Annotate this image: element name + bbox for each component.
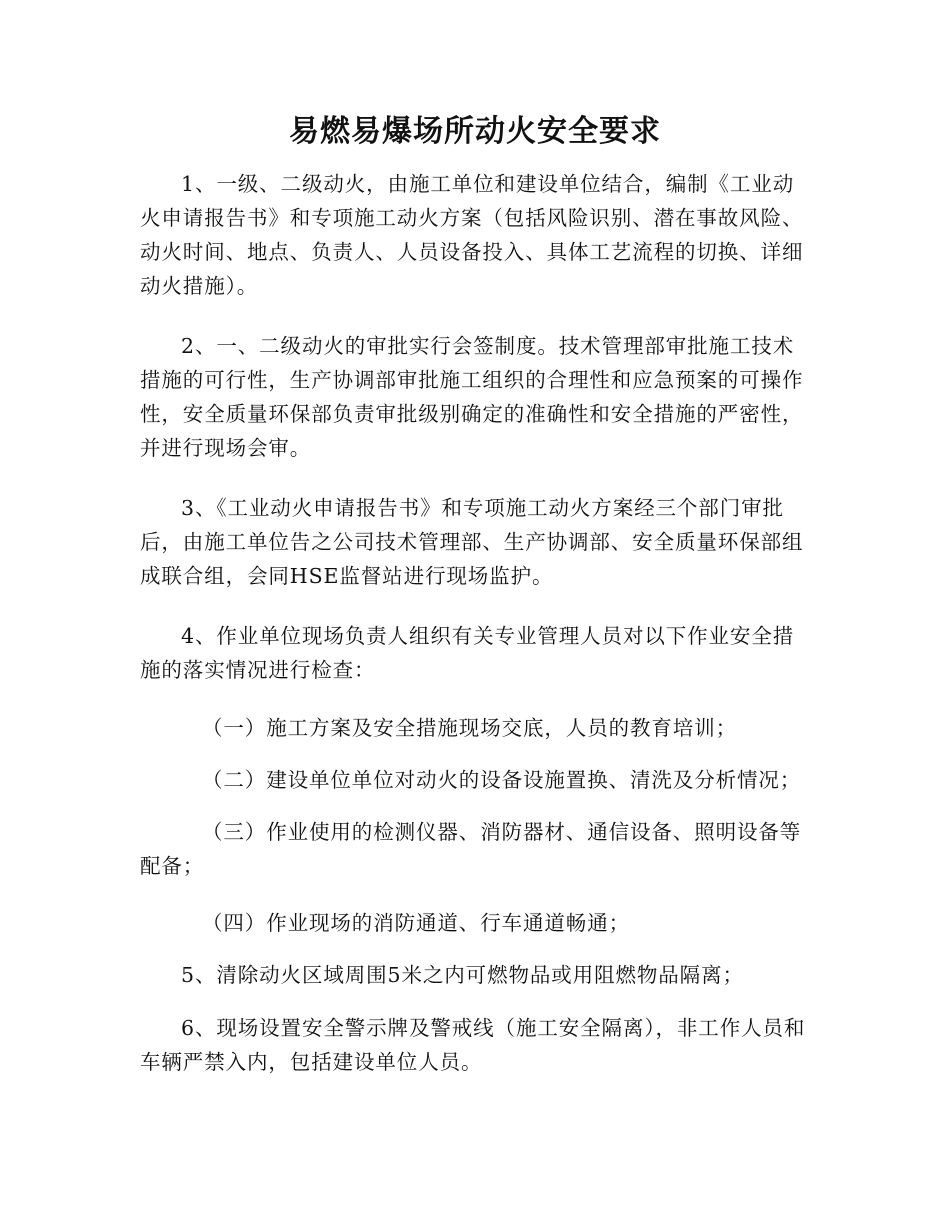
- sub-item-1: （一）施工方案及安全措施现场交底，人员的教育培训；: [202, 716, 737, 740]
- paragraph-5: 5、清除动火区域周围5米之内可燃物品或用阻燃物品隔离；: [181, 963, 744, 987]
- paragraph-6: 6、现场设置安全警示牌及警戒线（施工安全隔离），非工作人员和车辆严禁入内，包括建设单位人员。: [140, 1016, 806, 1074]
- sub-item-3: （三）作业使用的检测仪器、消防器材、通信设备、照明设备等配备；: [140, 820, 802, 878]
- paragraph-1: 1、一级、二级动火，由施工单位和建设单位结合，编制《工业动火申请报告书》和专项施工动火方案（包括风险识别、潜在事故风险、动火时间、地点、负责人、人员设备投入、具体工艺流程的切换、详细动火措施）。: [140, 172, 804, 298]
- paragraph-3: 3、《工业动火申请报告书》和专项施工动火方案经三个部门审批后，由施工单位告之公司技术管理部、生产协调部、安全质量环保部组成联合组，会同HSE监督站进行现场监护。: [140, 496, 804, 588]
- paragraph-2: 2、一、二级动火的审批实行会签制度。技术管理部审批施工技术措施的可行性，生产协调部审批施工组织的合理性和应急预案的可操作性，安全质量环保部负责审批级别确定的准确性和安全措施的严密性，并进行现场会审。: [140, 334, 804, 460]
- sub-item-2: （二）建设单位单位对动火的设备设施置换、清洗及分析情况；: [202, 768, 802, 792]
- sub-item-4: （四）作业现场的消防通道、行车通道畅通；: [202, 911, 630, 935]
- paragraph-4: 4、作业单位现场负责人组织有关专业管理人员对以下作业安全措施的落实情况进行检查：: [140, 624, 795, 682]
- document-title: 易燃易爆场所动火安全要求: [289, 114, 661, 149]
